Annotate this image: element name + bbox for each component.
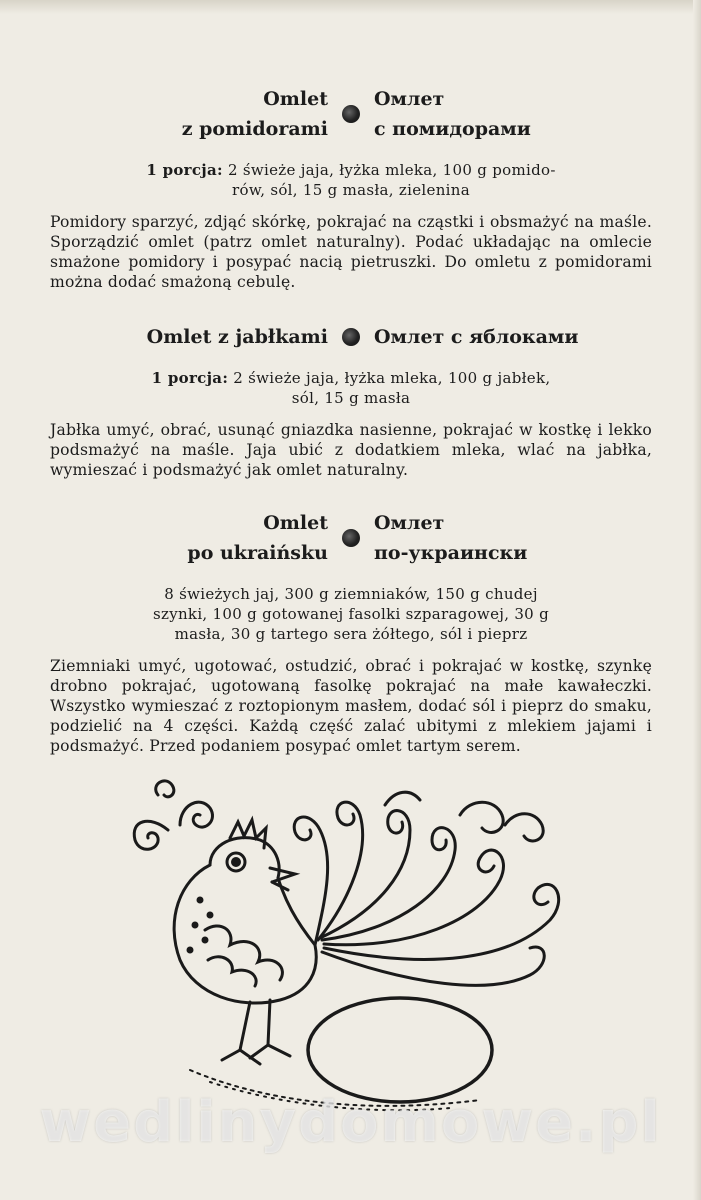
recipe-title-row <box>50 84 652 144</box>
page-right-edge <box>693 0 701 1200</box>
ingredients-text: 2 świeże jaja, łyżka mleka, 100 g jabłek, sól, 15 g masła <box>233 369 551 407</box>
ingredients-text: 8 świeżych jaj, 300 g ziemniaków, 150 g chudej szynki, 100 g gotowanej fasolki szparagowej, 30 g masła, 30 g tartego sera żółtego, sól i pieprz <box>153 585 549 643</box>
recipe-title-row <box>50 508 652 568</box>
recipe-ingredients <box>50 160 652 200</box>
ingredients-text: 2 świeże jaja, łyżka mleka, 100 g pomido- rów, sól, 15 g masła, zielenina <box>227 161 556 199</box>
rooster-with-egg-illustration <box>110 770 590 1120</box>
recipe-title-row <box>50 322 652 352</box>
recipe-title-polish: Omlet z jabłkami <box>146 326 328 348</box>
recipe-method: Ziemniaki umyć, ugotować, ostudzić, obrać i pokrajać w kostkę, szynkę drobno pokrajać, ugotowaną fasolkę pokrajać na małe kawałeczki. Wszystko wymieszać z roztopionym masłem, dodać sól i pieprz do smaku, podzielić na 4 części. Każdą część zalać ubitymi z mlekiem jajami i podsmażyć. Przed podaniem posypać omlet tartym serem. <box>50 657 652 755</box>
recipe-title-polish: Omlet z pomidorami <box>181 88 328 140</box>
recipe-omlet-po-ukrainsku <box>50 508 652 756</box>
watermark-text: wedlinydomowe.pl <box>39 1090 662 1155</box>
recipe-title-russian: Омлет с яблоками <box>374 326 579 348</box>
recipe-method: Pomidory sparzyć, zdjąć skórkę, pokrajać na cząstki i obsmażyć na maśle. Sporządzić omlet (patrz omlet naturalny). Podać układając na omlecie smażone pomidory i posypać nacią pietruszki. Do omletu z pomidorami można dodać smażoną cebulę. <box>50 213 652 291</box>
bullet-dot-icon <box>342 105 360 123</box>
recipe-omlet-z-pomidorami <box>50 84 652 292</box>
page-top-edge <box>0 0 701 14</box>
recipe-omlet-z-jablkami <box>50 322 652 480</box>
recipe-title-russian: Омлет по-украински <box>374 512 528 564</box>
recipe-title-russian: Омлет с помидорами <box>374 88 531 140</box>
ingredients-label: 1 porcja: <box>151 369 229 387</box>
bullet-dot-icon <box>342 328 360 346</box>
recipe-method: Jabłka umyć, obrać, usunąć gniazdka nasienne, pokrajać w kostkę i lekko podsmażyć na maśle. Jaja ubić z dodatkiem mleka, wlać na jabłka, wymieszać i podsmażyć jak omlet naturalny. <box>50 421 652 479</box>
recipe-ingredients <box>50 584 652 644</box>
recipe-ingredients <box>50 368 652 408</box>
bullet-dot-icon <box>342 529 360 547</box>
recipe-title-polish: Omlet po ukraińsku <box>187 512 328 564</box>
ingredients-label: 1 porcja: <box>146 161 223 179</box>
